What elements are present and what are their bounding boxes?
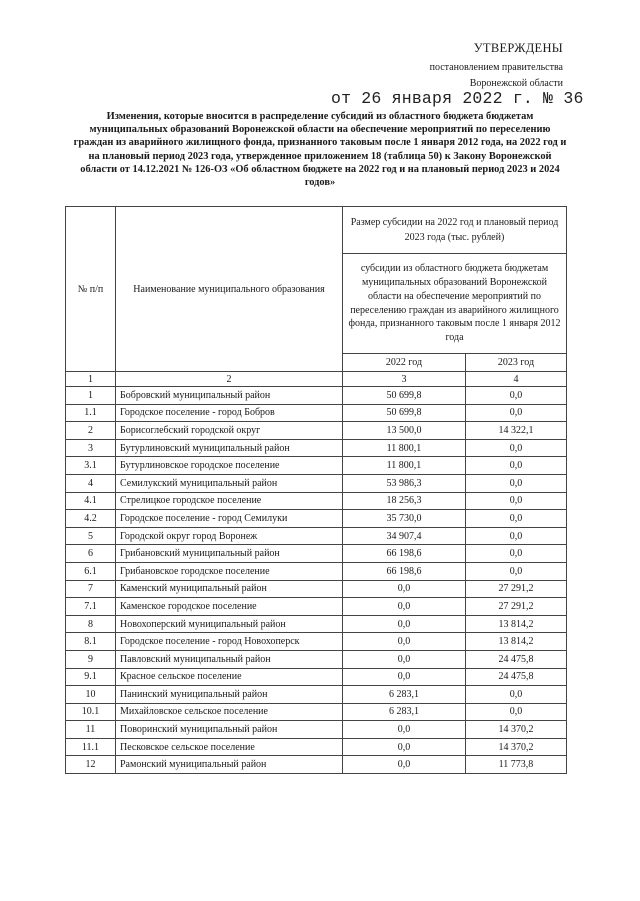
row-name: Грибановский муниципальный район [116,545,343,563]
row-name: Борисоглебский городской округ [116,422,343,440]
header-subsidy-desc: субсидии из областного бюджета бюджетам муниципальных образований Воронежской области на обеспечение мероприятий по переселению граждан из аварийного жилищного фонда, признанного таковым после 1 января 2012 года [343,254,567,354]
table-row [66,510,567,528]
table-row [66,492,567,510]
table-row [66,650,567,668]
row-amount-2022: 0,0 [343,756,466,774]
row-name: Бутурлиновское городское поселение [116,457,343,475]
row-amount-2023: 13 814,2 [466,615,567,633]
row-name: Павловский муниципальный район [116,650,343,668]
header-year-2023: 2023 год [466,354,567,372]
row-num: 5 [66,527,116,545]
row-amount-2023: 0,0 [466,686,567,704]
table-row [66,703,567,721]
header-num: № п/п [66,207,116,372]
row-amount-2023: 0,0 [466,527,567,545]
row-amount-2023: 11 773,8 [466,756,567,774]
table-row [66,387,567,405]
table-row [66,686,567,704]
row-amount-2022: 11 800,1 [343,439,466,457]
table-row [66,474,567,492]
table-row [66,721,567,739]
row-name: Городской округ город Воронеж [116,527,343,545]
row-name: Панинский муниципальный район [116,686,343,704]
row-name: Бутурлиновский муниципальный район [116,439,343,457]
table-row [66,633,567,651]
row-amount-2023: 0,0 [466,492,567,510]
row-num: 8 [66,615,116,633]
row-num: 6 [66,545,116,563]
table-row [66,598,567,616]
column-number-3: 3 [343,372,466,387]
row-amount-2023: 14 370,2 [466,721,567,739]
table-row [66,738,567,756]
row-name: Семилукский муниципальный район [116,474,343,492]
table-row [66,457,567,475]
row-amount-2022: 0,0 [343,650,466,668]
row-num: 10 [66,686,116,704]
row-amount-2022: 11 800,1 [343,457,466,475]
row-amount-2022: 0,0 [343,721,466,739]
resolution-line: постановлением правительства [429,62,563,73]
subsidy-table [65,206,567,774]
row-amount-2022: 66 198,6 [343,545,466,563]
header-year-2022: 2022 год [343,354,466,372]
row-num: 2 [66,422,116,440]
row-num: 8.1 [66,633,116,651]
row-num: 9 [66,650,116,668]
row-amount-2022: 50 699,8 [343,404,466,422]
table-row [66,527,567,545]
row-amount-2023: 14 370,2 [466,738,567,756]
row-amount-2022: 6 283,1 [343,686,466,704]
row-amount-2022: 50 699,8 [343,387,466,405]
row-num: 9.1 [66,668,116,686]
row-num: 4.2 [66,510,116,528]
table-row [66,404,567,422]
table-row [66,756,567,774]
table-row [66,562,567,580]
row-amount-2023: 24 475,8 [466,650,567,668]
row-amount-2022: 0,0 [343,615,466,633]
row-name: Городское поселение - город Бобров [116,404,343,422]
row-name: Бобровский муниципальный район [116,387,343,405]
row-num: 4 [66,474,116,492]
row-amount-2023: 13 814,2 [466,633,567,651]
row-num: 3.1 [66,457,116,475]
row-name: Грибановское городское поселение [116,562,343,580]
row-num: 12 [66,756,116,774]
row-amount-2023: 0,0 [466,457,567,475]
row-amount-2023: 0,0 [466,703,567,721]
column-number-2: 2 [116,372,343,387]
column-number-4: 4 [466,372,567,387]
row-amount-2022: 53 986,3 [343,474,466,492]
column-number-1: 1 [66,372,116,387]
row-num: 1.1 [66,404,116,422]
region-line: Воронежской области [469,78,563,89]
table-row [66,615,567,633]
row-amount-2022: 0,0 [343,598,466,616]
row-name: Рамонский муниципальный район [116,756,343,774]
row-amount-2022: 13 500,0 [343,422,466,440]
document-title: Изменения, которые вносится в распределение субсидий из областного бюджета бюджетам муниципальных образований Воронежской области на обеспечение мероприятий по переселению граждан из аварийного жилищного фонда, признанного таковым после 1 января 2012 года, на 2022 год и на плановый период 2023 года, утвержденное приложением 18 (таблица 50) к Закону Воронежской области от 14.12.2021 № 126-ОЗ «Об областном бюджете на 2022 год и на плановый период 2023 и 2024 годов» [73,111,567,189]
row-name: Каменский муниципальный район [116,580,343,598]
row-amount-2023: 0,0 [466,562,567,580]
table-row [66,580,567,598]
row-amount-2022: 0,0 [343,633,466,651]
row-amount-2023: 24 475,8 [466,668,567,686]
row-name: Каменское городское поселение [116,598,343,616]
row-num: 1 [66,387,116,405]
table-row [66,422,567,440]
row-num: 11.1 [66,738,116,756]
row-amount-2023: 27 291,2 [466,580,567,598]
row-num: 6.1 [66,562,116,580]
row-amount-2022: 0,0 [343,668,466,686]
table-row [66,668,567,686]
row-name: Стрелицкое городское поселение [116,492,343,510]
row-amount-2023: 0,0 [466,545,567,563]
row-num: 11 [66,721,116,739]
row-amount-2023: 0,0 [466,510,567,528]
approved-label: УТВЕРЖДЕНЫ [473,41,563,55]
row-amount-2022: 18 256,3 [343,492,466,510]
row-amount-2023: 0,0 [466,474,567,492]
row-name: Песковское сельское поселение [116,738,343,756]
row-name: Михайловское сельское поселение [116,703,343,721]
row-amount-2023: 0,0 [466,404,567,422]
row-num: 7.1 [66,598,116,616]
row-name: Городское поселение - город Семилуки [116,510,343,528]
row-amount-2023: 27 291,2 [466,598,567,616]
row-num: 10.1 [66,703,116,721]
row-amount-2022: 66 198,6 [343,562,466,580]
row-name: Красное сельское поселение [116,668,343,686]
row-name: Новохоперский муниципальный район [116,615,343,633]
row-name: Городское поселение - город Новохоперск [116,633,343,651]
table-row [66,545,567,563]
table-body [66,387,567,774]
row-amount-2022: 0,0 [343,580,466,598]
row-amount-2023: 0,0 [466,439,567,457]
row-amount-2022: 0,0 [343,738,466,756]
row-amount-2022: 34 907,4 [343,527,466,545]
date-number-stamp: от 26 января 2022 г. № 36 [331,89,584,108]
row-num: 7 [66,580,116,598]
table-row [66,439,567,457]
header-amount-group: Размер субсидии на 2022 год и плановый период 2023 года (тыс. рублей) [343,207,567,254]
row-amount-2022: 6 283,1 [343,703,466,721]
header-name: Наименование муниципального образования [116,207,343,372]
row-name: Поворинский муниципальный район [116,721,343,739]
row-amount-2023: 0,0 [466,387,567,405]
row-num: 4.1 [66,492,116,510]
row-amount-2023: 14 322,1 [466,422,567,440]
row-num: 3 [66,439,116,457]
row-amount-2022: 35 730,0 [343,510,466,528]
